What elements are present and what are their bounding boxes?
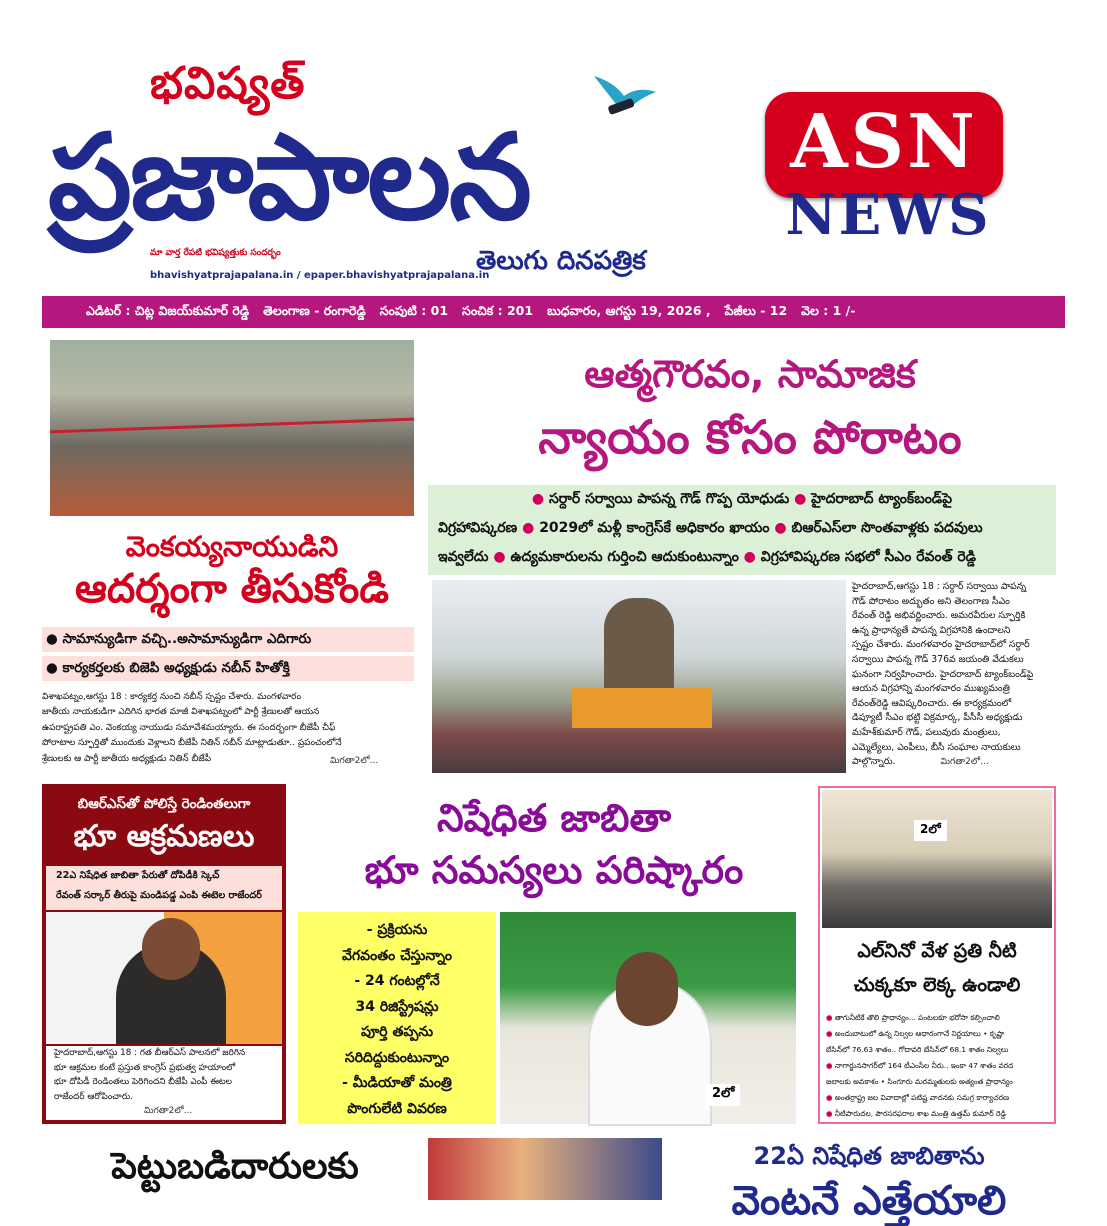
elnino-bullet: ● నాగార్జునసాగర్‌లో 164 టీఎంసీల నీరు.. ఇంకా 47 శాతం వరద [826, 1061, 1014, 1070]
elnino-bullet-text: అంతర్రాష్ట్ర జల వివాదాల్లో పటిష్ట వాదనకు సమగ్ర కార్యాచరణ [834, 1093, 1010, 1102]
etela-sub-line: రేవంత్ సర్కార్ తీరుపై మండిపడ్డ ఎంపి ఈటెల రాజేందర్ [56, 890, 262, 901]
masthead-tagline: మా వార్త రేపటి భవిష్యత్తుకు సందర్భం [150, 248, 281, 258]
land-points [298, 912, 496, 1124]
elnino-bullet: ● అంతర్రాష్ట్ర జల వివాదాల్లో పటిష్ట వాదనకు సమగ్ర కార్యాచరణ [826, 1093, 1010, 1102]
page-ref-badge[interactable]: 2లో [706, 1084, 740, 1106]
body-line: భూ ఆక్రమల కంటే ప్రస్తుత కాంగ్రెస్ ప్రభుత్వ హయాంలో [54, 1062, 236, 1073]
lead-bullets [428, 485, 1056, 575]
elnino-bullets [826, 1010, 1052, 1122]
elnino-story [818, 786, 1056, 1124]
lead-bullet: హైదరాబాద్ ట్యాంక్‌బండ్‌పై [811, 491, 953, 507]
etela-story [42, 784, 286, 1124]
masthead-websites: bhavishyatprajapalana.in / epaper.bhavishyatprajapalana.in [150, 270, 490, 281]
land-point: సరిదిద్దుకుంటున్నాం [344, 1049, 450, 1066]
body-line: ఆయన విగ్రహాన్ని మంగళవారం ముఖ్యమంత్రి [852, 683, 1010, 695]
lead-bullet-row-3: ఇవ్వలేదు ● ఉద్యమకారులను గుర్తించి ఆదుకుంటున్నాం ● విగ్రహావిష్కరణ సభలో సీఎం రేవంత్ రెడ్డి [438, 549, 976, 565]
land-point: పూర్తి తప్పను [360, 1024, 434, 1040]
body-line: ఉన్న ప్రాధాన్యతే పాపన్న విగ్రహానికి ఉందాలని [852, 624, 1011, 636]
venkaiah-bullet-1: ● సామాన్యుడిగా వచ్చి..అసామాన్యుడిగా ఎదిగారు [42, 627, 414, 652]
etela-kicker: బిఆర్ఎస్‌తో పోలిస్తే రెండింతలుగా [77, 796, 251, 812]
etela-photo [46, 912, 282, 1044]
lead-bullet: విగ్రహావిష్కరణ సభలో సీఎం రేవంత్ రెడ్డి [760, 549, 976, 565]
lead-bullet-row-2: విగ్రహావిష్కరణ ● 2029లో మళ్లీ కాంగ్రెస్‌కే అధికారం ఖాయం ● బిఆర్ఎస్‌లా సొంతవాళ్లకు పదవులు [438, 520, 983, 536]
elnino-bullet [826, 1074, 1052, 1090]
page-ref-badge[interactable]: 2లో [914, 820, 947, 841]
lead-bullet-row-1: ● సర్దార్ సర్వాయి పాపన్న గౌడ్ గొప్ప యోధుడు ● హైదరాబాద్ ట్యాంక్‌బండ్‌పై [531, 491, 953, 507]
info-bar [42, 296, 1065, 328]
lead-bullet: ఇవ్వలేదు [438, 549, 489, 565]
body-line-end: పాల్గొన్నారు. [852, 756, 896, 768]
lead-bullet: సర్దార్ సర్వాయి పాపన్న గౌడ్ గొప్ప యోధుడు [548, 491, 790, 507]
elnino-bullet: ● అందుబాటులో ఉన్న నిల్వల ఆధారంగానే నిర్ణయాలు • కృష్ణా [826, 1029, 1005, 1038]
body-line: హైదరాబాద్,ఆగస్టు 18 : సర్దార్ సర్వాయి పాపన్న [852, 581, 1027, 592]
body-line: స్పష్టం చేశారు. మంగళవారం హైదరాబాద్‌లో సర్దార్ [852, 639, 1030, 651]
venkaiah-headline-2: ఆదర్శంగా తీసుకోండి [75, 566, 389, 612]
masthead [40, 20, 1070, 290]
land-headline-1: నిషేధిత జాబితా [437, 796, 671, 840]
etela-sub-line: 22ఎ నిషేధిత జాబితా పేరుతో దోపిడీకి స్కెచ్ [56, 870, 220, 881]
news-text: NEWS [785, 182, 991, 248]
land-point: వేగవంతం చేస్తున్నాం [342, 947, 452, 964]
body-line: ఎమ్మెల్యేలు, ఎంపీలు, బీసీ సంఘాల నాయకులు [852, 741, 1021, 753]
land-point: పొంగులేటి వివరణ [347, 1100, 447, 1117]
etela-headline: భూ ఆక్రమణలు [73, 819, 255, 854]
elnino-bullet-text: నీటిపారుదల, పౌరసరఫరాల శాఖ మంత్రి ఉత్తమ్ కుమార్ రెడ్డి [834, 1109, 1006, 1118]
continued-link[interactable]: మిగతా2లో... [330, 756, 379, 766]
review-meeting-photo [822, 790, 1052, 928]
price: వెల : 1 /- [801, 302, 856, 318]
masthead-title-small: భవిష్యత్ [150, 58, 306, 109]
editor-name: ఎడిటర్ : చిట్ల విజయ్‌కుమార్ రెడ్డి [86, 302, 250, 318]
bottom-photo [428, 1138, 662, 1200]
edition-place: తెలంగాణ - రంగారెడ్డి [263, 302, 366, 318]
bottom-right-headline: వెంటనే ఎత్తేయాలి [731, 1178, 1007, 1224]
land-point: 34 రిజిస్ట్రేషన్లు [355, 998, 439, 1015]
etela-body [46, 1046, 282, 1120]
continued-link[interactable]: మిగతా2లో... [144, 1106, 193, 1116]
bird-logo-icon [590, 68, 660, 118]
elnino-headline-2: చుక్కకూ లెక్క ఉండాలి [853, 974, 1021, 996]
body-line [852, 755, 1062, 770]
venkaiah-bullet-text: సామాన్యుడిగా వచ్చి..అసామాన్యుడిగా ఎదిగారు [62, 631, 312, 647]
issue-number: సంచిక : 201 [462, 302, 534, 318]
asn-text: ASN [790, 99, 978, 185]
elnino-bullet-text: అందుబాటులో ఉన్న నిల్వల ఆధారంగానే నిర్ణయాలు • కృష్ణా [834, 1029, 1005, 1038]
etela-subhead [46, 866, 282, 910]
venkaiah-bullet-text: కార్యకర్తలకు బిజెపి అధ్యక్షుడు నబీన్ హితోక్తి [62, 660, 290, 676]
body-line: రేవంత్‌రెడ్డి ఆవిష్కరించారు. ఈ కార్యక్రమంలో [852, 697, 1012, 709]
venkaiah-bullet-2: ● కార్యకర్తలకు బిజెపి అధ్యక్షుడు నబీన్ హితోక్తి [42, 656, 414, 681]
masthead-title-big: ప్రజాపాలన [48, 108, 530, 246]
elnino-bullet-text: జలాలకు అవకాశం • సింగూరు మరమ్మతులకు అత్యంత ప్రాధాన్యం [826, 1077, 1013, 1086]
body-line: పోరాటాల స్ఫూర్తితో ముందుకు వెళ్లాలని బీజేపీ నితిన్ నబీన్ మాట్లాడుతూ.. ప్రపంచంలోనే [42, 738, 342, 749]
ribbon-cutting-photo [50, 340, 414, 516]
body-line: ఉపరాష్ట్రపతి ఎం. వెంకయ్య నాయుడు సమావేశమయ్యారు. ఈ సందర్భంగా బీజేపీ చీఫ్ [42, 722, 336, 733]
elnino-headline-1: ఎల్‌నినో వేళ ప్రతి నీటి [857, 940, 1017, 962]
body-line: డిప్యూటీ సీఎం భట్టి విక్రమార్క, పీసీసీ అధ్యక్షుడు [852, 712, 1023, 724]
elnino-bullet-text: తాగునీటికే తొలి ప్రాధాన్యం... పంటలకూ భరోసా కల్పించాలి [834, 1013, 1000, 1022]
body-line: మహేశ్‌కుమార్ గౌడ్, పలువురు మంత్రులు, [852, 726, 1001, 738]
page-count: పేజీలు - 12 [724, 302, 788, 318]
body-line: భూ దోపిడీ రెండింతలు పెరిగిందని బీజేపీ ఎంపీ ఈటల [54, 1077, 232, 1087]
elnino-bullet-text: నాగార్జునసాగర్‌లో 164 టీఎంసీల నీరు.. ఇంకా 47 శాతం వరద [834, 1061, 1014, 1070]
lead-body [852, 580, 1062, 774]
statue-unveiling-photo [432, 580, 846, 773]
elnino-bullet: ● తాగునీటికే తొలి ప్రాధాన్యం... పంటలకూ భరోసా కల్పించాలి [826, 1013, 1000, 1022]
lead-headline-1: ఆత్మగౌరవం, సామాజిక [584, 352, 916, 396]
elnino-bullet [826, 1042, 1052, 1058]
ponguleti-photo [500, 912, 796, 1124]
body-line: ఘనంగా నిర్వహించారు. హైదరాబాద్ ట్యాంక్‌బండ్‌పై [852, 668, 1034, 680]
continued-link[interactable]: మిగతా2లో... [940, 757, 989, 768]
body-line: రాజేందర్ ఆరోపించారు. [54, 1091, 133, 1102]
bottom-right-kicker: 22ఏ నిషేధిత జాబితాను [753, 1142, 985, 1170]
land-point: - 24 గంటల్లోనే [354, 973, 440, 989]
bottom-left-headline: పెట్టుబడిదారులకు [111, 1146, 359, 1187]
elnino-bullet-text: బేసిన్‌లో 76.63 శాతం.. గోదావరి బేసిన్‌లో 68.1 శాతం నిల్వలు [826, 1045, 1009, 1054]
land-point: - ప్రక్రియను [366, 922, 428, 938]
body-line: విశాఖపట్నం,ఆగస్టు 18 : కార్యకర్త నుంచి నబీన్ స్పష్టం చేశారు. మంగళవారం [42, 692, 301, 702]
volume-number: సంపుటి : 01 [379, 302, 449, 318]
body-line: రేవంత్ రెడ్డి అభివర్ణించారు. అమరవీరుల స్ఫూర్తికి [852, 610, 1026, 622]
body-line: హైదరాబాద్,ఆగస్టు 18 : గత బీఆర్ఎస్ పాలనలో జరిగిన [54, 1048, 246, 1058]
lead-bullet: 2029లో మళ్లీ కాంగ్రెస్‌కే అధికారం ఖాయం [539, 520, 770, 536]
body-line: గౌడ్ పోరాటం అద్భుతం అని తెలంగాణ సీఎం [852, 595, 1010, 607]
lead-bullet: ఉద్యమకారులను గుర్తించి ఆదుకుంటున్నాం [510, 549, 739, 565]
masthead-subtitle: తెలుగు దినపత్రిక [476, 246, 646, 276]
land-point: - మీడియాతో మంత్రి [342, 1075, 452, 1091]
body-line: శ్రేణులకు ఆ పార్టీ జాతీయ అధ్యక్షుడు నితిన్ బీజేపీ [42, 753, 212, 764]
issue-date: బుధవారం, ఆగస్టు 19, 2026 , [547, 302, 711, 318]
body-line: సర్వాయి పాపన్న గౌడ్ 376వ జయంతి వేడుకలు [852, 653, 1024, 665]
land-headline-2: భూ సమస్యలు పరిష్కారం [364, 848, 744, 892]
lead-bullet: విగ్రహావిష్కరణ [438, 520, 518, 536]
lead-headline-2: న్యాయం కోసం పోరాటం [538, 410, 962, 464]
elnino-bullet: ● నీటిపారుదల, పౌరసరఫరాల శాఖ మంత్రి ఉత్తమ్ కుమార్ రెడ్డి [826, 1109, 1006, 1118]
venkaiah-headline-1: వెంకయ్యనాయుడిని [125, 530, 339, 563]
body-line: జాతీయ నాయకుడిగా ఎదిగిన భారత మాజీ విశాఖపట్నంలో పార్టీ శ్రేణులతో ఆయన [42, 707, 320, 718]
lead-bullet: బిఆర్ఎస్‌లా సొంతవాళ్లకు పదవులు [791, 520, 983, 536]
